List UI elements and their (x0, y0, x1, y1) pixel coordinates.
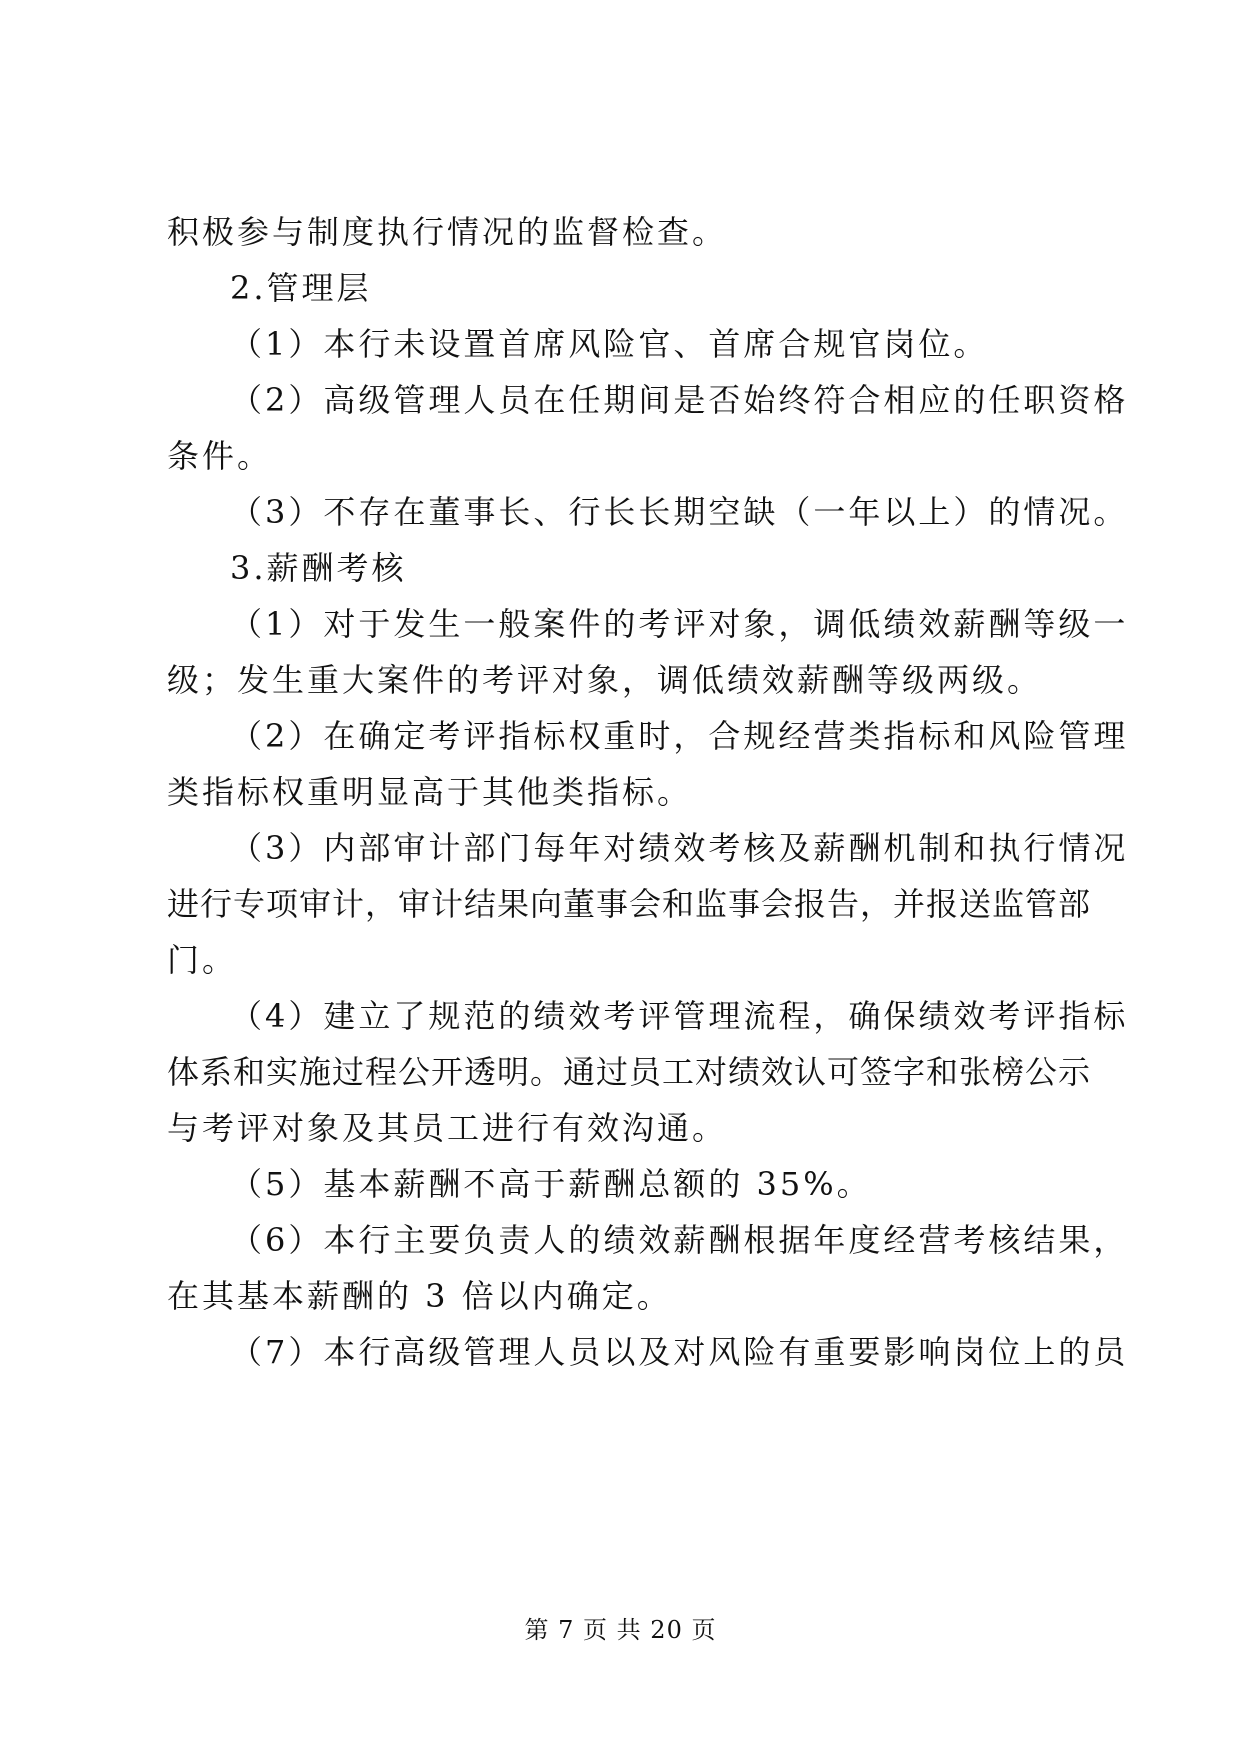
body-text-line: 体系和实施过程公开透明。通过员工对绩效认可签字和张榜公示 (167, 1053, 1092, 1091)
body-text-line: （3）不存在董事长、行长长期空缺（一年以上）的情况。 (230, 493, 1129, 531)
body-text-line: （2）高级管理人员在任期间是否始终符合相应的任职资格 (230, 381, 1129, 419)
body-text-line: 在其基本薪酬的 3 倍以内确定。 (167, 1277, 672, 1315)
body-text-line: （7）本行高级管理人员以及对风险有重要影响岗位上的员 (230, 1333, 1129, 1371)
body-text-line: （1）本行未设置首席风险官、首席合规官岗位。 (230, 325, 989, 363)
body-text-line: 积极参与制度执行情况的监督检查。 (167, 213, 728, 251)
body-text-line: 条件。 (167, 437, 273, 475)
body-text-line: （4）建立了规范的绩效考评管理流程，确保绩效考评指标 (230, 997, 1129, 1035)
body-text-line: 类指标权重明显高于其他类指标。 (167, 773, 693, 811)
body-text-line: （3）内部审计部门每年对绩效考核及薪酬机制和执行情况 (230, 829, 1129, 867)
body-text-line: （5）基本薪酬不高于薪酬总额的 35%。 (230, 1165, 872, 1203)
body-text-line: （2）在确定考评指标权重时，合规经营类指标和风险管理 (230, 717, 1129, 755)
body-text-line: 进行专项审计，审计结果向董事会和监事会报告，并报送监管部 (167, 885, 1092, 923)
body-text-line: 与考评对象及其员工进行有效沟通。 (167, 1109, 728, 1147)
body-text-line: （6）本行主要负责人的绩效薪酬根据年度经营考核结果， (230, 1221, 1129, 1259)
section-heading: 2.管理层 (230, 269, 372, 307)
body-text-line: 门。 (167, 941, 238, 979)
page-number-footer: 第 7 页 共 20 页 (524, 1616, 717, 1644)
section-heading: 3.薪酬考核 (230, 549, 407, 587)
body-text-line: （1）对于发生一般案件的考评对象，调低绩效薪酬等级一 (230, 605, 1129, 643)
body-text-line: 级；发生重大案件的考评对象，调低绩效薪酬等级两级。 (167, 661, 1043, 699)
